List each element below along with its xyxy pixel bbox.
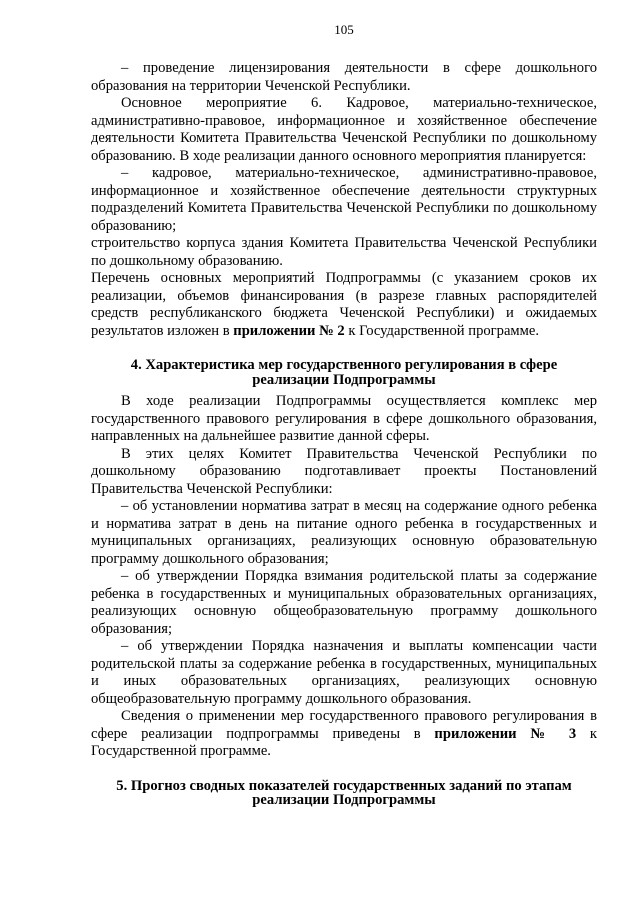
paragraph-staffing-support: – кадровое, материально-техническое, административно-правовое, информационное и хозяйственное обеспечение деятельности структурных подразделений Комитета Правительства Чеченской Республики по дошкольному образованию;	[91, 165, 597, 234]
paragraph-regulation-info	[91, 708, 597, 761]
paragraph-regulation-info-end: к Государственной программе.	[91, 725, 597, 759]
paragraph-cost-norms: – об установлении норматива затрат в месяц на содержание одного ребенка и норматива затрат в день на питание одного ребенка в государственных и муниципальных организациях, реализующих основную образовательную программу дошкольного образования;	[91, 498, 597, 567]
paragraph-activities-list	[91, 270, 597, 340]
paragraph-activities-list-end: к Государственной программе.	[344, 322, 540, 339]
section-4-title-line-2: реализации Подпрограммы	[252, 371, 436, 388]
section-4-title-line-1: 4. Характеристика мер государственного регулирования в сфере	[130, 357, 558, 373]
section-5-title-line-1: 5. Прогноз сводных показателей государственных заданий по этапам	[116, 777, 572, 794]
section-5-heading	[91, 779, 597, 808]
appendix-2-reference: приложении № 2	[233, 322, 345, 339]
page-number: 105	[334, 22, 354, 37]
paragraph-activities-list-text: Перечень основных мероприятий Подпрограммы (с указанием сроков их реализации, объемов финансирования (в разрезе главных распорядителей средств республиканского бюджета Чеченской Республики) и ожидаемых результатов изложен в	[91, 270, 597, 339]
paragraph-regulation-complex: В ходе реализации Подпрограммы осуществляется комплекс мер государственного правового регулирования в сфере дошкольного образования, направленных на дальнейшее развитие данной сферы.	[91, 393, 597, 444]
paragraph-licensing: – проведение лицензирования деятельности в сфере дошкольного образования на территории Чеченской Республики.	[91, 60, 597, 94]
paragraph-parental-fee: – об утверждении Порядка взимания родительской платы за содержание ребенка в государственных и муниципальных образовательных организациях, реализующих основную общеобразовательную программу дошкольного образования;	[91, 568, 597, 637]
document-body	[91, 60, 597, 814]
section-4-heading	[91, 358, 597, 387]
paragraph-regulation-info-text: Сведения о применении мер государственного правового регулирования в сфере реализации подпрограммы приведены в	[91, 708, 597, 742]
paragraph-building-construction: строительство корпуса здания Комитета Правительства Чеченской Республики по дошкольному образованию.	[91, 235, 597, 269]
paragraph-main-activity-6: Основное мероприятие 6. Кадровое, материально-техническое, административно-правовое, информационное и хозяйственное обеспечение деятельности Комитета Правительства Чеченской Республики по дошкольному образованию. В ходе реализации данного основного мероприятия планируется:	[91, 95, 597, 164]
paragraph-committee-drafts: В этих целях Комитет Правительства Чеченской Республики по дошкольному образованию подготавливает проекты Постановлений Правительства Чеченской Республики:	[91, 445, 597, 497]
appendix-3-reference: приложении № 3	[434, 725, 577, 742]
section-5-title-line-2: реализации Подпрограммы	[252, 792, 436, 808]
paragraph-compensation: – об утверждении Порядка назначения и выплаты компенсации части родительской платы за содержание ребенка в государственных, муниципальных и иных образовательных организациях, реализующих основную общеобразовательную программу дошкольного образования.	[91, 638, 597, 707]
